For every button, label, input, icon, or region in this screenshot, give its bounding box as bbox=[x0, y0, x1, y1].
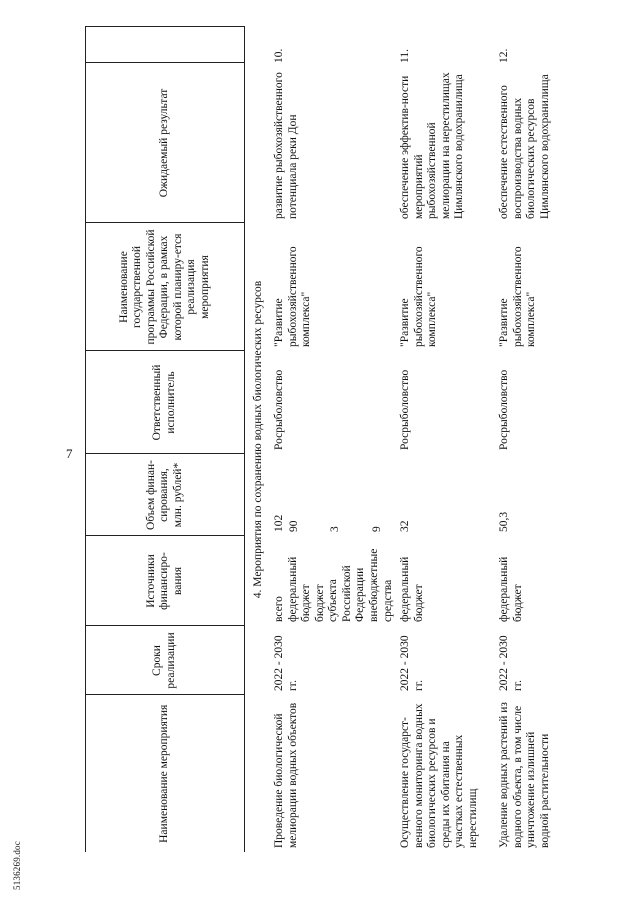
amount-item: 32 bbox=[399, 520, 412, 532]
source-item: федеральный бюджет bbox=[399, 556, 425, 622]
table-row bbox=[397, 27, 496, 852]
row-number: 12. bbox=[498, 48, 511, 63]
amount-item: 9 bbox=[370, 526, 383, 532]
program-cell: "Развитие рыбохозяйственного комплекса" bbox=[498, 246, 538, 347]
period-cell: 2022 - 2030 гг. bbox=[273, 635, 299, 691]
header-period: Сроки реализации bbox=[86, 626, 245, 695]
table-row bbox=[496, 27, 579, 852]
header-executor: Ответственный исполнитель bbox=[86, 351, 245, 454]
source-item: федеральный бюджет bbox=[498, 556, 524, 622]
measure-name-cell: Удаление водных растений из водного объекта, в том числе уничтожение излишней водной растительности bbox=[498, 702, 551, 848]
measure-name-cell: Осуществление государст-венного мониторинга водных биологических ресурсов и среды их обитания на участках естественных нерестилищ bbox=[399, 703, 479, 848]
section-title: 4. Мероприятия по сохранению водных биологических ресурсов bbox=[252, 280, 265, 599]
measure-name-cell: Проведение биологической мелиорации водных объектов bbox=[273, 702, 299, 848]
executor-cell: Росрыболовство bbox=[273, 369, 285, 450]
result-cell: развитие рыбохозяйственного потенциала реки Дон bbox=[273, 72, 299, 219]
source-item: внебюджетные средства bbox=[367, 548, 394, 622]
amount-cell bbox=[397, 454, 496, 536]
result-cell: обеспечение эффектив-ности мероприятий рыбохозяйственной мелиорации на нерестилищах Цимлянского водохранилища bbox=[399, 72, 466, 219]
executor-cell: Росрыболовство bbox=[399, 369, 412, 450]
row-number: 10. bbox=[273, 48, 285, 63]
amount-cell bbox=[496, 454, 579, 536]
document-footer: 5136269.doc bbox=[12, 841, 22, 890]
source-item: бюджет субъекта Российской Федерации bbox=[313, 565, 367, 622]
header-program: Наименование государственной программы Российской Федерации, в рамках которой планиру-ется реализация мероприятия bbox=[86, 223, 245, 351]
executor-cell: Росрыболовство bbox=[498, 369, 511, 450]
source-item: федеральный бюджет bbox=[286, 556, 313, 622]
amount-item: 102 bbox=[273, 514, 285, 532]
header-name: Наименование мероприятия bbox=[86, 695, 245, 852]
source-cell bbox=[496, 536, 579, 626]
source-item: всего bbox=[273, 596, 285, 622]
header-result: Ожидаемый результат bbox=[86, 63, 245, 223]
rotated-table-container bbox=[85, 27, 551, 852]
amount-cell bbox=[271, 454, 397, 536]
section-row bbox=[245, 27, 272, 852]
amount-item: 50,3 bbox=[498, 511, 511, 532]
program-cell: "Развитие рыбохозяйственного комплекса" bbox=[273, 246, 313, 347]
row-number: 11. bbox=[399, 49, 412, 63]
result-cell: обеспечение естественного воспроизводства водных биологических ресурсов Цимлянского водохранилища bbox=[498, 74, 551, 219]
source-cell bbox=[397, 536, 496, 626]
measures-table bbox=[85, 27, 579, 853]
table-header-row bbox=[86, 27, 245, 852]
period-cell: 2022 - 2030 гг. bbox=[498, 635, 524, 691]
amount-item: 3 bbox=[329, 526, 342, 532]
page-number: 7 bbox=[66, 446, 73, 461]
header-volume: Объем финан-сирования, млн. рублей* bbox=[86, 454, 245, 536]
amount-item: 90 bbox=[287, 520, 300, 532]
period-cell: 2022 - 2030 гг. bbox=[399, 635, 425, 691]
table-row bbox=[271, 27, 397, 852]
source-cell bbox=[271, 536, 397, 626]
program-cell: "Развитие рыбохозяйственного комплекса" bbox=[399, 246, 439, 347]
header-empty bbox=[86, 27, 245, 63]
header-source: Источники финансиро-вания bbox=[86, 536, 245, 626]
